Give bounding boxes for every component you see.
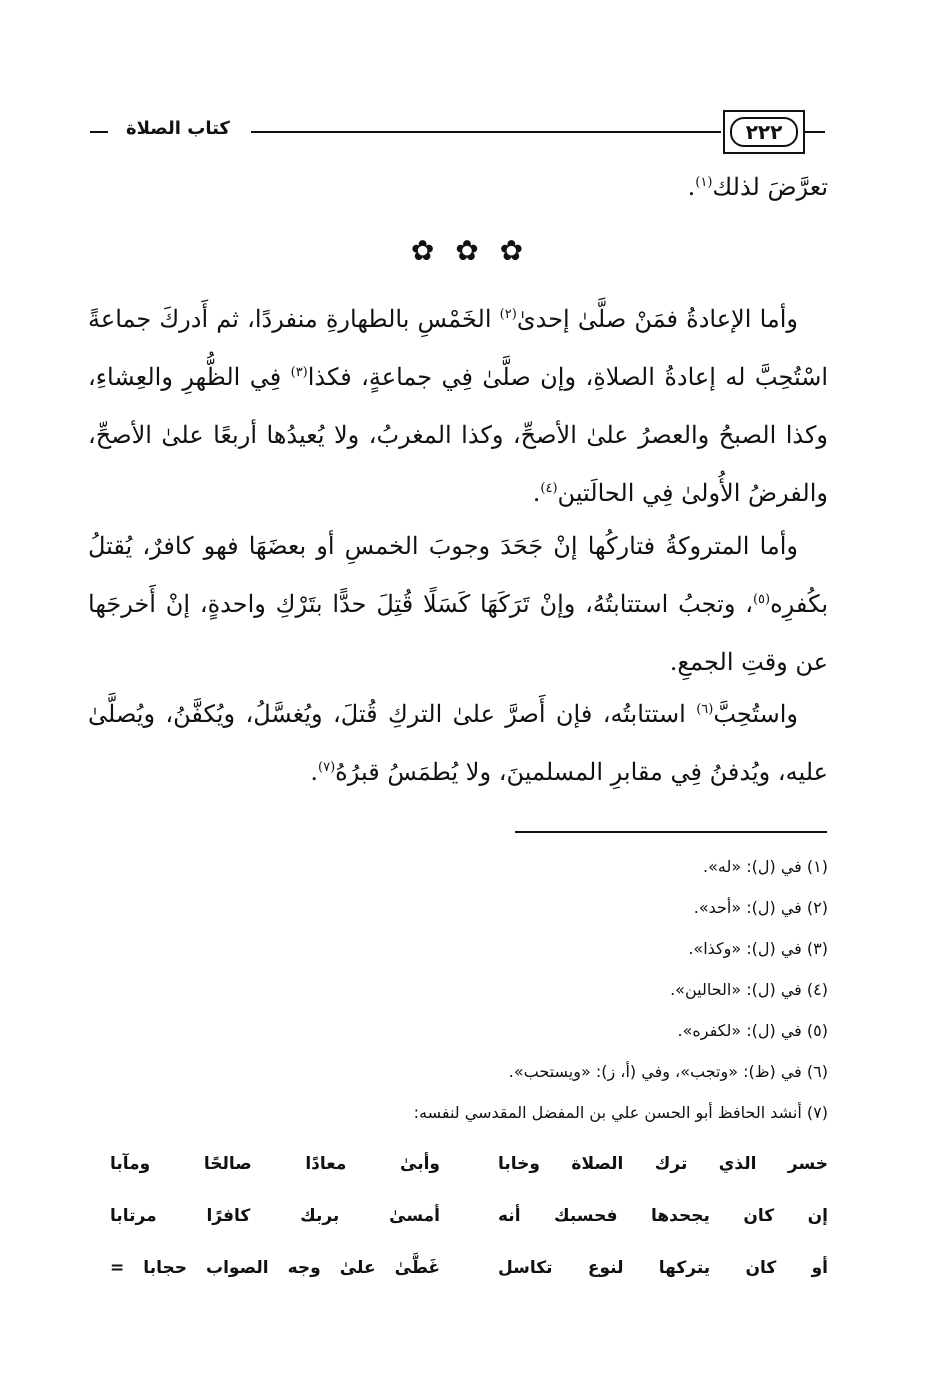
footnote: (٤) في (ل): «الحالين». [670, 980, 828, 999]
paragraph-abandoned: وأما المتروكةُ فتاركُها إنْ جَحَدَ وجوبَ الخمسِ أو بعضَهَا فهو كافرٌ، يُقتلُ بكُفرِه$^{(٥)}$، وتجبُ استتابتُهُ، وإنْ تَرَكَهَا كَسَلًا قُتِلَ حدًّا بتَرْكِ واحدةٍ، إنْ أَخرجَها عن وقتِ الجمعِ. [88, 532, 828, 676]
footnote: (٢) في (ل): «أحد». [693, 898, 828, 917]
footnotes [80, 846, 828, 1133]
paragraph-repentance: واستُحِبَّ$^{(٦)}$ استتابتُه، فإن أَصرَّ علىٰ التركِ قُتلَ، ويُغسَّلُ، ويُكفَّنُ، ويُصلَّىٰ عليه، ويُدفنُ فِي مقابرِ المسلمينَ، ولا يُطمَسُ قبرُهُ$^{(٧)}$. [88, 700, 828, 786]
footnote-ref: (٥) [752, 592, 771, 607]
main-text [88, 685, 828, 801]
footnote: (٥) في (ل): «لكفره». [677, 1021, 828, 1040]
poem-verse [110, 1190, 828, 1242]
page-number: ٢٢٢ [730, 117, 798, 147]
continued-line: تعرَّضَ لذلك$^{(١)}$. [687, 173, 828, 201]
footnote-ref: (٢) [499, 307, 517, 322]
footnote-ref: (٦) [696, 702, 714, 717]
footnote: (١) في (ل): «له». [703, 857, 828, 876]
poem-hemistich-first: خسر الذي ترك الصلاة وخابا [498, 1154, 828, 1174]
poem-hemistich-first: إن كان يجحدها فحسبك أنه [498, 1206, 828, 1226]
poem [110, 1138, 828, 1294]
poem-verse [110, 1242, 828, 1294]
main-text [88, 517, 828, 691]
footnote-ref: (٧) [318, 760, 336, 775]
poem-hemistich-first: أو كان يتركها لنوع تكاسل [498, 1258, 828, 1278]
poem-hemistich-second: وأبىٰ معادًا صالحًا ومآبا [110, 1154, 440, 1174]
poem-hemistich-second: أمسىٰ بربك كافرًا مرتابا [110, 1206, 440, 1226]
footnote-ref: (٤) [540, 481, 558, 496]
header-rule [251, 131, 721, 133]
footnote-ref: (١) [695, 175, 713, 190]
footnote: (٧) أنشد الحافظ أبو الحسن علي بن المفضل المقدسي لنفسه: [413, 1103, 828, 1122]
poem-hemistich-second: غَطَّىٰ علىٰ وجه الصواب حجابا = [110, 1258, 440, 1278]
footnote-separator [515, 831, 827, 833]
continued-text: تعرَّضَ لذلك [712, 173, 828, 201]
footnote: (٣) في (ل): «وكذا». [688, 939, 828, 958]
header-rule [90, 131, 108, 133]
main-text [88, 290, 828, 522]
page-number-frame [723, 110, 805, 154]
header-rule [805, 131, 825, 133]
footnote-ref: (٣) [290, 365, 308, 380]
page-header [80, 110, 825, 156]
footnote: (٦) في (ظ): «وتجب»، وفي (أ، ز): «ويستحب». [508, 1062, 828, 1081]
section-ornament: ✿ ✿ ✿ [410, 234, 530, 267]
poem-verse [110, 1138, 828, 1190]
running-title: كتاب الصلاة [126, 118, 230, 139]
paragraph-repetition: وأما الإعادةُ فمَنْ صلَّىٰ إحدىٰ$^{(٢)}$ الخَمْسِ بالطهارةِ منفردًا، ثم أَدركَ جماعةً اسْتُحِبَّ له إعادةُ الصلاةِ، وإن صلَّىٰ فِي جماعةٍ، فكذا$^{(٣)}$ فِي الظُّهرِ والعِشاءِ، وكذا الصبحُ والعصرُ علىٰ الأصحِّ، وكذا المغربُ، ولا يُعيدُها أربعًا علىٰ الأصحِّ، والفرضُ الأُولىٰ فِي الحالَتين$^{(٤)}$. [88, 305, 828, 507]
